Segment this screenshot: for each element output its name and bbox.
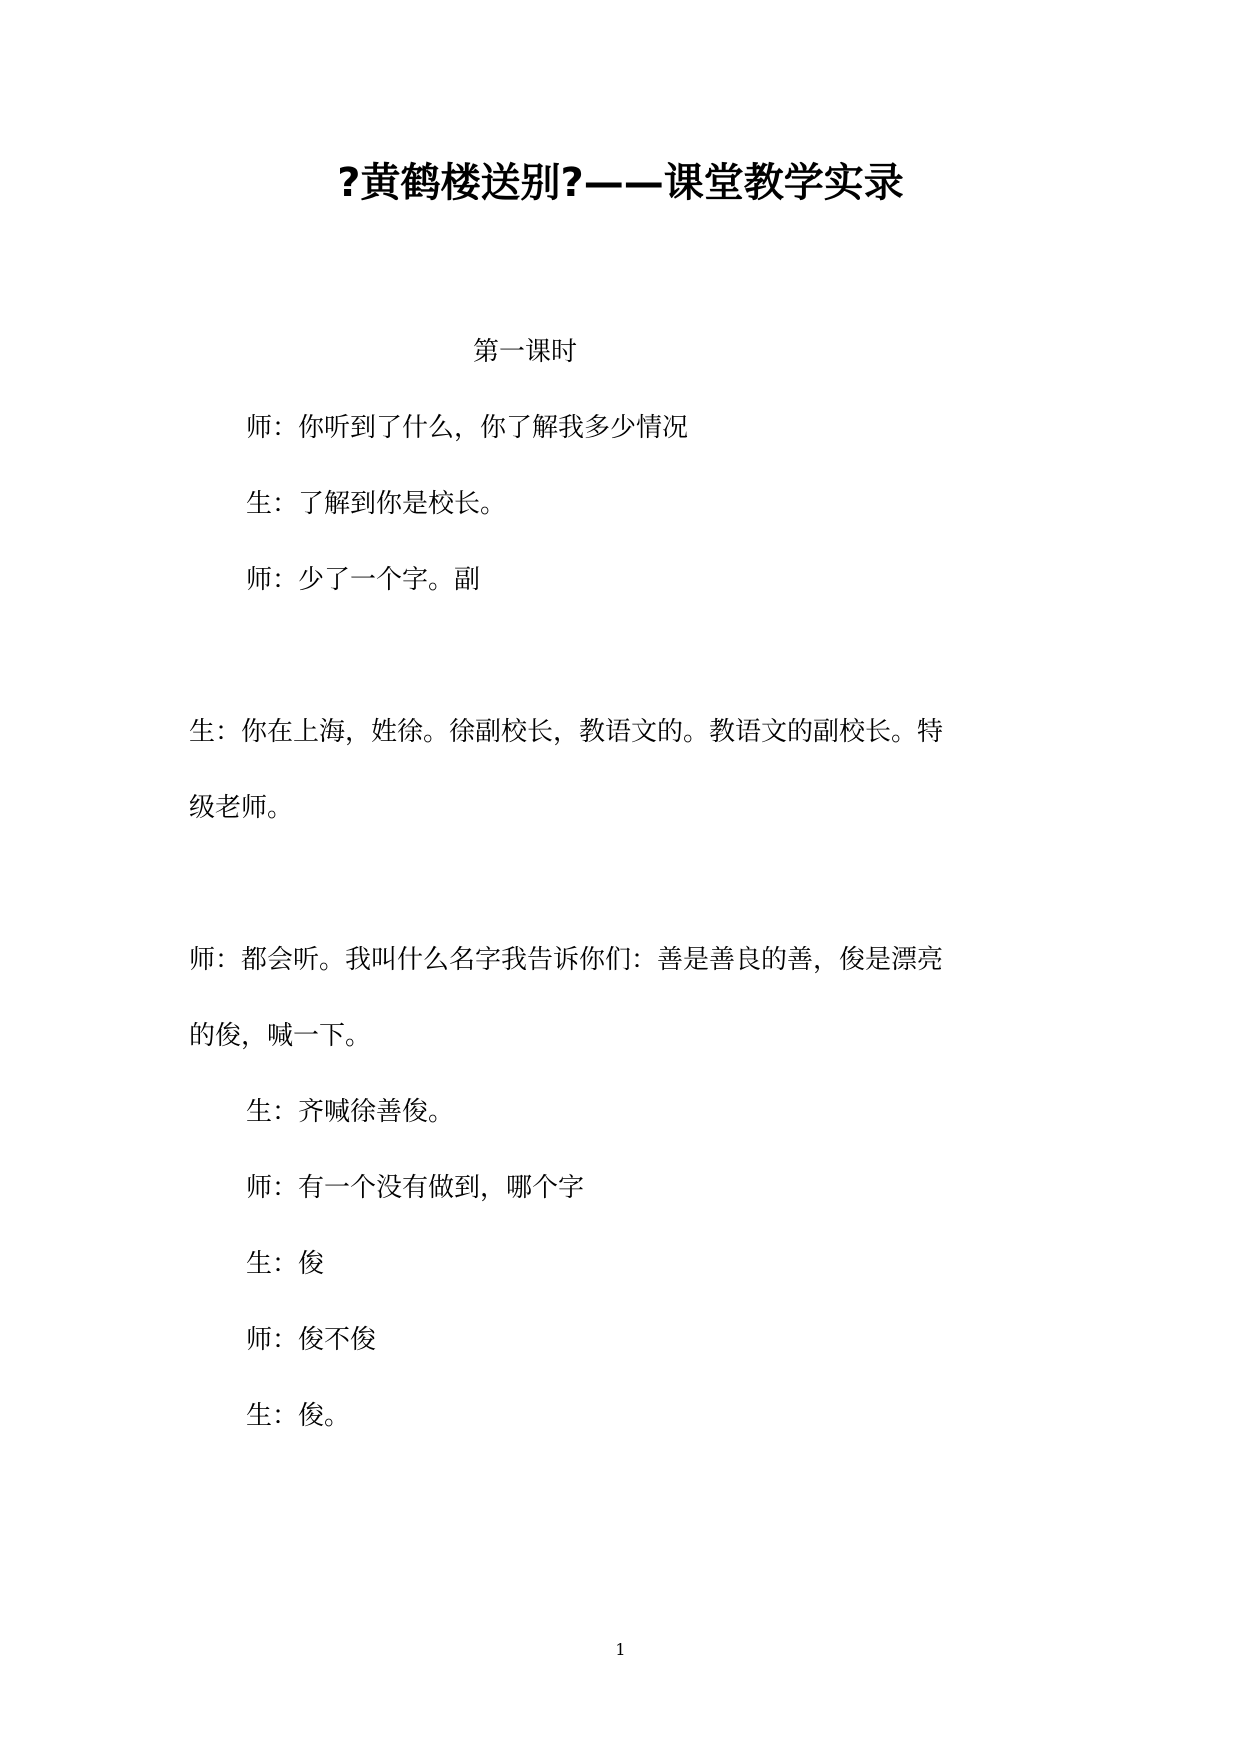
document-title: ?黄鹤楼送别?——课堂教学实录 <box>337 160 904 206</box>
dialogue-line: 生：俊 <box>246 1249 325 1279</box>
dialogue-line: 师：少了一个字。副 <box>246 565 481 595</box>
dialogue-line-continuation: 的俊，喊一下。 <box>189 1021 372 1051</box>
dialogue-line-continuation: 级老师。 <box>189 793 294 823</box>
page-number: 1 <box>615 1640 626 1659</box>
dialogue-line: 生：你在上海，姓徐。徐副校长，教语文的。教语文的副校长。特 <box>189 717 944 747</box>
dialogue-line: 生：齐喊徐善俊。 <box>246 1097 455 1127</box>
lesson-heading: 第一课时 <box>473 337 578 367</box>
dialogue-line: 生：俊。 <box>246 1401 351 1431</box>
dialogue-line: 师：有一个没有做到，哪个字 <box>246 1173 585 1203</box>
dialogue-line: 师：你听到了什么，你了解我多少情况 <box>246 413 689 443</box>
dialogue-line: 师：都会听。我叫什么名字我告诉你们：善是善良的善，俊是漂亮 <box>189 945 944 975</box>
dialogue-line: 师：俊不俊 <box>246 1325 377 1355</box>
dialogue-line: 生：了解到你是校长。 <box>246 489 507 519</box>
